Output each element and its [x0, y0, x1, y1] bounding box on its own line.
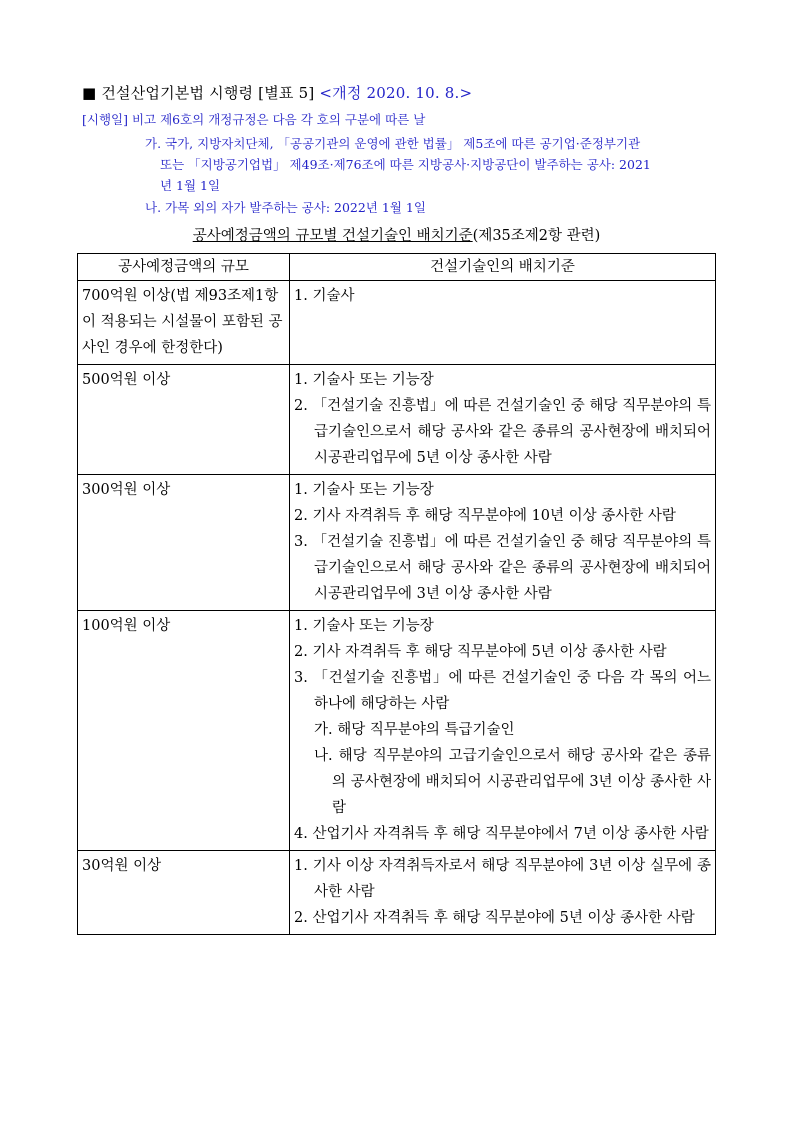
criteria-sub-item: 나. 해당 직무분야의 고급기술인으로서 해당 공사와 같은 종류의 공사현장에 배치되어 시공관리업무에 3년 이상 종사한 사람 — [314, 748, 711, 816]
criteria-item: 2. 기사 자격취득 후 해당 직무분야에 5년 이상 종사한 사람 — [294, 644, 667, 660]
effective-item-ga-line1: 가. 국가, 지방자치단체, 「공공기관의 운영에 관한 법률」 제5조에 따른 공기업·준정부기관 — [145, 136, 641, 151]
criteria-sub-item: 가. 해당 직무분야의 특급기술인 — [314, 722, 515, 738]
table-row — [78, 475, 716, 611]
square-bullet: ■ — [82, 84, 97, 102]
table-header-row — [78, 254, 716, 281]
criteria-item: 1. 기술사 또는 기능장 — [294, 482, 434, 498]
criteria-item: 2. 기사 자격취득 후 해당 직무분야에 10년 이상 종사한 사람 — [294, 508, 676, 524]
criteria-cell — [290, 281, 716, 365]
header-scale: 공사예정금액의 규모 — [78, 254, 290, 281]
criteria-item: 2. 「건설기술 진흥법」에 따른 건설기술인 중 해당 직무분야의 특급기술인으로서 해당 공사와 같은 종류의 공사현장에 배치되어 시공관리업무에 5년 이상 종사한 사람 — [294, 398, 711, 466]
scale-cell: 300억원 이상 — [78, 475, 290, 611]
table-heading-reference: (제35조제2항 관련) — [472, 228, 601, 244]
scale-cell: 30억원 이상 — [78, 851, 290, 935]
table-heading-title: 공사예정금액의 규모별 건설기술인 배치기준 — [192, 228, 473, 244]
criteria-cell — [290, 611, 716, 851]
criteria-item: 3. 「건설기술 진흥법」에 따른 건설기술인 중 해당 직무분야의 특급기술인으로서 해당 공사와 같은 종류의 공사현장에 배치되어 시공관리업무에 3년 이상 종사한 사람 — [294, 534, 711, 602]
criteria-item: 1. 기술사 또는 기능장 — [294, 618, 434, 634]
table-row — [78, 611, 716, 851]
criteria-item: 1. 기술사 — [294, 288, 355, 304]
scale-cell: 500억원 이상 — [78, 365, 290, 475]
table-row — [78, 365, 716, 475]
effective-item-ga-line3: 년 1월 1일 — [160, 178, 221, 193]
effective-item-na: 나. 가목 외의 자가 발주하는 공사: 2022년 1월 1일 — [145, 200, 426, 215]
placement-criteria-table — [77, 253, 716, 935]
header-criteria: 건설기술인의 배치기준 — [290, 254, 716, 281]
criteria-cell — [290, 475, 716, 611]
table-heading — [0, 224, 793, 245]
criteria-item: 1. 기사 이상 자격취득자로서 해당 직무분야에 3년 이상 실무에 종사한 사람 — [294, 858, 711, 900]
amendment-date: <개정 2020. 10. 8.> — [319, 84, 473, 102]
criteria-cell — [290, 365, 716, 475]
scale-cell: 700억원 이상(법 제93조제1항이 적용되는 시설물이 포함된 공사인 경우에 한정한다) — [78, 281, 290, 365]
scale-cell: 100억원 이상 — [78, 611, 290, 851]
law-title: 건설산업기본법 시행령 [별표 5] — [101, 84, 315, 102]
effective-date-note: [시행일] 비고 제6호의 개정규정은 다음 각 호의 구분에 따른 날 — [82, 112, 426, 127]
effective-item-ga-line2: 또는 「지방공기업법」 제49조·제76조에 따른 지방공사·지방공단이 발주하는 공사: 2021 — [160, 157, 651, 172]
table-row — [78, 281, 716, 365]
criteria-cell — [290, 851, 716, 935]
criteria-item: 1. 기술사 또는 기능장 — [294, 372, 434, 388]
document-title — [82, 82, 472, 103]
criteria-item: 4. 산업기사 자격취득 후 해당 직무분야에서 7년 이상 종사한 사람 — [294, 826, 709, 842]
criteria-item: 3. 「건설기술 진흥법」에 따른 건설기술인 중 다음 각 목의 어느 하나에 해당하는 사람 — [294, 670, 711, 712]
table-row — [78, 851, 716, 935]
criteria-item: 2. 산업기사 자격취득 후 해당 직무분야에 5년 이상 종사한 사람 — [294, 910, 695, 926]
